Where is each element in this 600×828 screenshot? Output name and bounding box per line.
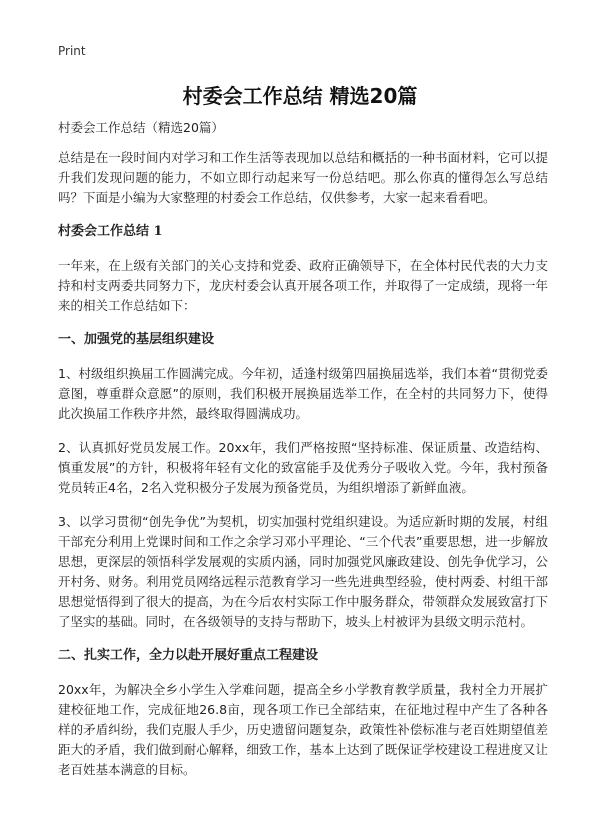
section-title: 村委会工作总结 1 [58,224,163,239]
intro-paragraph: 总结是在一段时间内对学习和工作生活等表现加以总结和概括的一种书面材料，它可以提升我们发现问题的能力，不如立即行动起来写一份总结吧。那么你真的懂得怎么写总结吗？下面是小编为大家整理的村委会工作总结，仅供参考，大家一起来看看吧。 [58,150,548,205]
paragraph-election: 1、村级组织换届工作圆满完成。今年初，适逢村级第四届换届选举，我们本着“贯彻党委意图，尊重群众意愿”的原则，我们积极开展换届选举工作，在全村的共同努力下，使得此次换届工作秩序井然，最终取得圆满成功。 [58,366,548,421]
paragraph-school-land: 20xx年，为解决全乡小学生入学难问题，提高全乡小学教育教学质量，我村全力开展扩建校征地工作，完成征地26.8亩，现各项工作已全部结束，在征地过程中产生了各种各样的矛盾纠纷，我们克服人手少，历史遗留问题复杂，政策性补偿标准与老百姓期望值差距大的矛盾，我们做到耐心解释，细致工作，基本上达到了既保证学校建设工程进度又让老百姓基本满意的目标。 [58,682,548,777]
section-intro-paragraph: 一年来，在上级有关部门的关心支持和党委、政府正确领导下，在全体村民代表的大力支持和村支两委共同努力下，龙庆村委会认真开展各项工作，并取得了一定成绩，现将一年来的相关工作总结如下： [58,258,548,313]
print-link[interactable]: Print [58,44,86,58]
paragraph-party-members: 2、认真抓好党员发展工作。20xx年，我们严格按照“坚持标准、保证质量、改造结构、慎重发展”的方针，积极将年轻有文化的致富能手及优秀分子吸收入党。今年，我村预备党员转正4名，2名入党积极分子发展为预备党员，为组织增添了新鲜血液。 [58,440,548,495]
document-title: 村委会工作总结 精选20篇 [182,84,418,108]
document-body [58,118,548,794]
paragraph-party-organization: 3、以学习贯彻“创先争优”为契机，切实加强村党组织建设。为适应新时期的发展，村组干部充分利用上党课时间和工作之余学习邓小平理论、“三个代表”重要思想，进一步解放思想，更深层的领悟科学发展观的实质内涵，同时加强党风廉政建设、创先争优学习，公开村务、财务。利用党员网络远程示范教育学习一些先进典型经验，使村两委、村组干部思想觉悟得到了很大的提高，为在今后农村实际工作中服务群众，带领群众发展致富打下了坚实的基础。同时，在各级领导的支持与帮助下，坡头上村被评为县级文明示范村。 [58,514,548,629]
heading-party-building: 一、加强党的基层组织建设 [58,332,215,347]
heading-key-projects: 二、扎实工作，全力以赴开展好重点工程建设 [58,648,319,663]
document-subtitle: 村委会工作总结（精选20篇） [58,120,224,135]
